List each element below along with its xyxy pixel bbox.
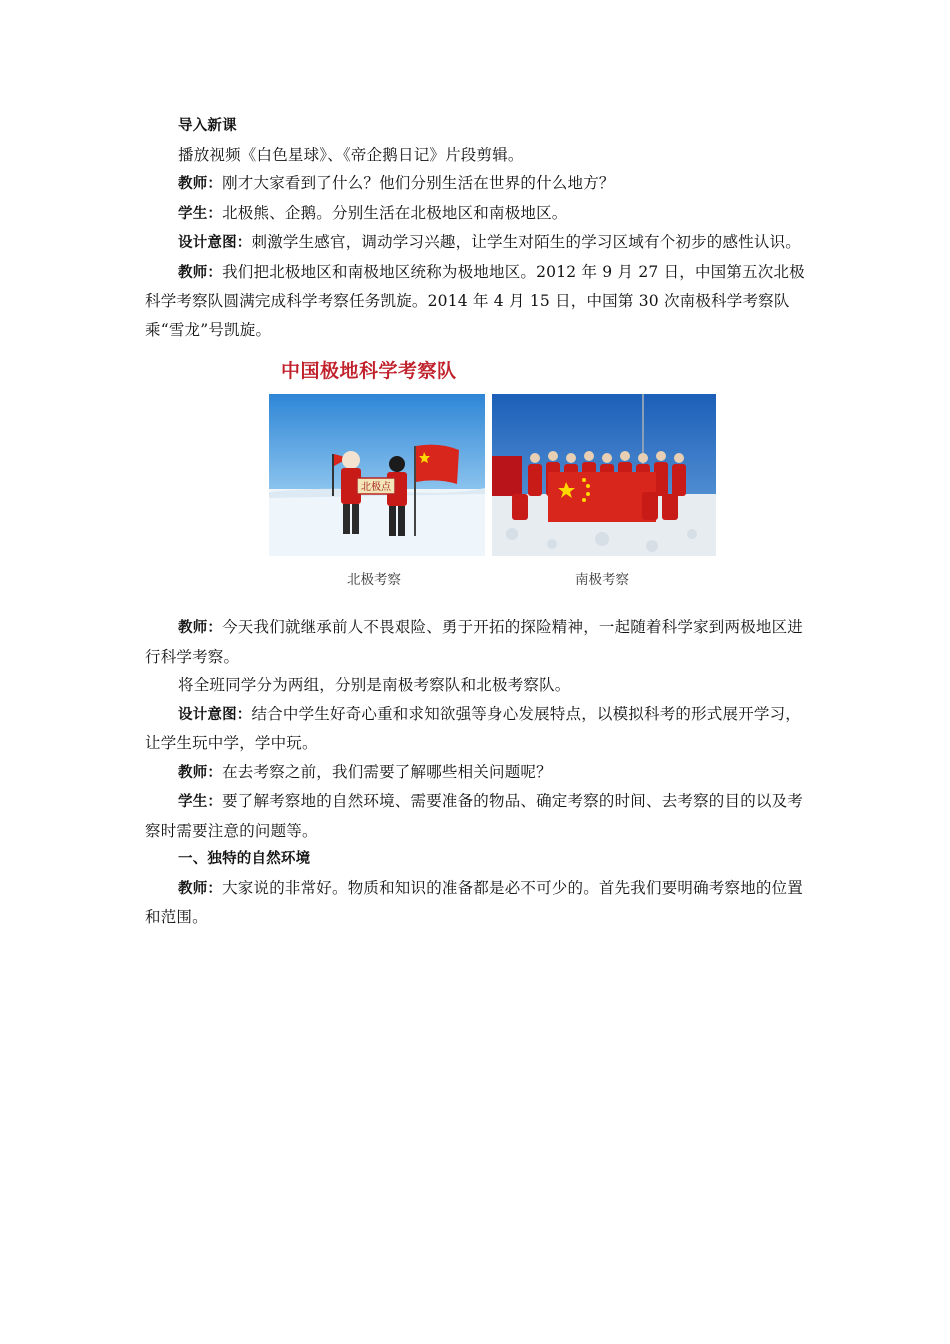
paragraph-text: 北极熊、企鹅。分别生活在北极地区和南极地区。 [222, 203, 568, 222]
paragraph-teacher-question [145, 169, 807, 199]
paragraph-student-answer [145, 199, 807, 229]
heading-intro: 导入新课 [178, 118, 237, 134]
expedition-figure [263, 356, 723, 601]
speaker-label: 学生： [178, 205, 223, 222]
speaker-label: 教师： [178, 620, 223, 636]
paragraph-design-intent-2 [145, 700, 807, 758]
speaker-label: 教师： [178, 880, 223, 897]
speaker-label: 教师： [178, 264, 223, 281]
paragraph-text: 大家说的非常好。物质和知识的准备都是必不可少的。首先我们要明确考察地的位置和范围。 [145, 878, 804, 926]
antarctic-photo-image [492, 394, 716, 556]
arctic-photo [269, 394, 485, 556]
paragraph-student-reply [145, 787, 807, 845]
paragraph-text: 我们把北极地区和南极地区统称为极地地区。2012 年 9 月 27 日，中国第五次北极科学考察队圆满完成科学考察任务凯旋。2014 年 4 月 15 日，中国第 30 次南极科学考察队乘“雪龙”号凯旋。 [145, 262, 805, 339]
paragraph-teacher-ask [145, 758, 807, 788]
caption-arctic: 北极考察 [347, 572, 401, 588]
paragraph-video: 播放视频《白色星球》、《帝企鹅日记》片段剪辑。 [178, 145, 524, 164]
paragraph-teacher-polar [145, 258, 807, 345]
paragraph-design-intent [145, 228, 807, 258]
paragraph-teacher-location [145, 874, 807, 932]
paragraph-groups: 将全班同学分为两组，分别是南极考察队和北极考察队。 [178, 676, 571, 694]
speaker-label: 设计意图： [178, 706, 252, 723]
paragraph-text: 在去考察之前，我们需要了解哪些相关问题呢？ [222, 762, 552, 781]
speaker-label: 教师： [178, 764, 223, 781]
paragraph-text: 刚才大家看到了什么？他们分别生活在世界的什么地方？ [222, 174, 615, 192]
paragraph-text: 结合中学生好奇心重和求知欲强等身心发展特点，以模拟科考的形式展开学习，让学生玩中学，学中玩。 [145, 704, 802, 752]
speaker-label: 设计意图： [178, 235, 252, 251]
paragraph-teacher-spirit [145, 613, 807, 671]
paragraph-text: 今天我们就继承前人不畏艰险、勇于开拓的探险精神，一起随着科学家到两极地区进行科学考察。 [145, 618, 804, 666]
speaker-label: 教师： [178, 176, 223, 192]
paragraph-text: 要了解考察地的自然环境、需要准备的物品、确定考察的时间、去考察的目的以及考察时需要注意的问题等。 [145, 792, 804, 840]
antarctic-photo [492, 394, 716, 556]
document-body [145, 112, 807, 932]
heading-section-1: 一、独特的自然环境 [178, 851, 311, 867]
arctic-photo-image [269, 394, 485, 556]
speaker-label: 学生： [178, 794, 223, 810]
paragraph-text: 刺激学生感官，调动学习兴趣，让学生对陌生的学习区域有个初步的感性认识。 [251, 233, 802, 251]
caption-antarctic: 南极考察 [575, 572, 629, 588]
banner-text: 北极点 [361, 482, 391, 493]
figure-title: 中国极地科学考察队 [281, 360, 457, 382]
